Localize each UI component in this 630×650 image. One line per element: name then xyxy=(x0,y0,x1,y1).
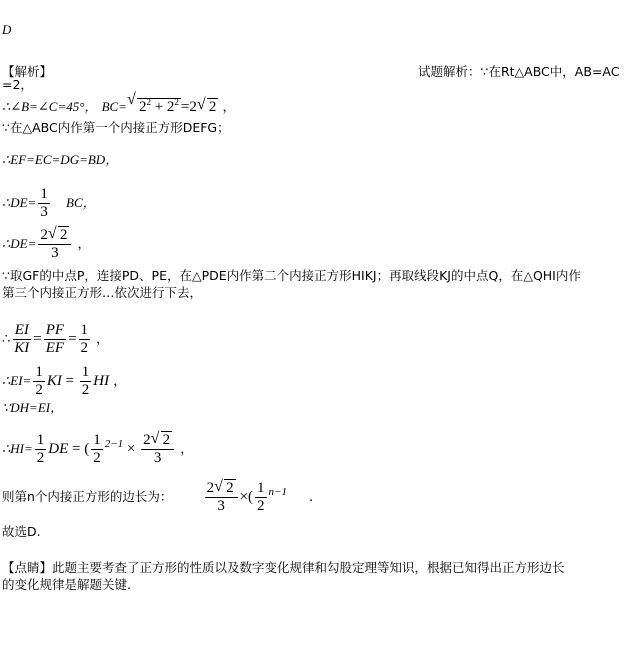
angle-bc-line: ∴∠B=∠C=45°， BC= √ $2^2 + 2^2 =2$ √ 2 ， xyxy=(2,91,236,115)
de-prefix: ∴DE= xyxy=(2,195,37,210)
bc-label: BC= xyxy=(101,99,127,114)
one-third-fraction: $\frac{1}{3}$ xyxy=(40,186,48,220)
hi-line: ∴HI= $\frac{1}{2}$ DE = ( $\frac{1}{2}$ $^{2-1}$ × 2 √ 2 3 ， xyxy=(2,430,194,466)
de2-prefix: ∴DE= xyxy=(2,236,37,251)
pf-ef-fraction: $\frac{PF}{EF}$ xyxy=(45,322,65,356)
ei-ki-fraction: $\frac{EI}{KI}$ xyxy=(14,322,30,356)
answer: D xyxy=(2,22,12,37)
nth-prefix: 则第n个内接正方形的边长为： xyxy=(2,489,173,504)
bc-result-sqrt: √ 2 xyxy=(196,96,217,115)
de-bc: BC， xyxy=(66,195,96,210)
gf-midpoint-step-1: ∵取GF的中点P，连接PD、PE，在△PDE内作第二个内接正方形HIKJ；再取线段KJ的中点Q，在△QHI内作 xyxy=(2,268,581,283)
dh-equal-line: ∵DH=EI， xyxy=(2,400,64,415)
bc-sqrt: √ $2^2 + 2^2$ xyxy=(126,91,179,115)
nth-square-line: 则第n个内接正方形的边长为： 2 √ 2 3 ×( $\frac{1}{2}$ $^{n-1}$ . xyxy=(2,478,314,514)
ei-prefix: ∴EI= xyxy=(2,373,32,388)
gf-midpoint-step-2: 第三个内接正方形…依次进行下去， xyxy=(2,285,203,300)
comment-line-2: 的变化规律是解题关键. xyxy=(2,577,131,592)
first-square-step: ∵在△ABC内作第一个内接正方形DEFG； xyxy=(2,120,230,135)
angle-statement: ∴∠B=∠C=45°， xyxy=(2,99,98,114)
de-third-line xyxy=(2,186,96,221)
ratio-prefix: ∴ xyxy=(2,332,11,347)
analysis-label: 【解析】 xyxy=(2,64,53,79)
half-fraction: $\frac{1}{2}$ xyxy=(80,322,89,356)
comment-label: 【点睛】 xyxy=(2,560,53,575)
hi-prefix: ∴HI= xyxy=(2,441,33,456)
de-value-line: ∴DE= 2 √ 2 3 ， xyxy=(2,225,91,261)
bc-result: =2 xyxy=(180,99,197,115)
comment-text-1: 此题主要考查了正方形的性质以及数字变化规律和勾股定理等知识，根据已知得出正方形边长 xyxy=(52,560,565,575)
ei-line: ∴EI= $\frac{1}{2}$ KI = $\frac{1}{2}$ HI ， xyxy=(2,364,127,398)
comment-line-1 xyxy=(2,560,565,576)
analysis-intro: 试题解析：∵在Rt△ABC中，AB=AC xyxy=(418,64,620,79)
equals-two-line: =2， xyxy=(2,77,33,92)
ef-equal-step: ∴EF=EC=DG=BD， xyxy=(2,152,119,167)
choose-d: 故选D. xyxy=(2,524,41,539)
de-value-fraction: 2 √ 2 3 xyxy=(38,227,71,262)
ratio-line: ∴ $\frac{EI}{KI}$ = $\frac{PF}{EF}$ = $\frac{1}{2}$ ， xyxy=(2,322,110,356)
